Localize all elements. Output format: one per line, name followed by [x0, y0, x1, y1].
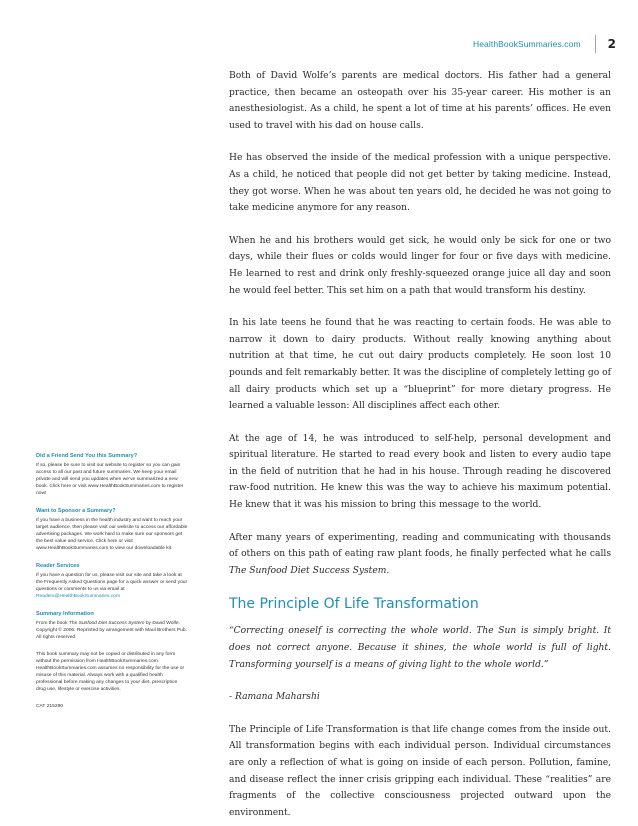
- sidebar-heading-summary-info: Summary Information: [36, 611, 94, 617]
- sidebar-body-sponsor: If you have a business in the health industry and want to reach your target audience, then please visit our website to access our affordable advertising packages. We work hard to make sure our sponsors get the best value and service. Click here or visit www.HealthBookSummaries.com to view our downloadable kit.: [36, 518, 188, 551]
- paragraph-observation: He has observed the inside of the medical profession with a unique perspective. As a child, he noticed that people did not get better by taking medicine. Instead, they got worse. When he was about ten years old, he decided he was not going to take medicine anymore for any reason.: [229, 153, 611, 214]
- reader-services-email-link[interactable]: Readers@HealthBookSummaries.com: [36, 594, 121, 599]
- page-number: 2: [607, 37, 616, 51]
- catalog-number: CAT 215290: [36, 704, 64, 709]
- paragraph-perfected: [229, 530, 611, 580]
- sidebar-heading-sponsor: Want to Sponsor a Summary?: [36, 508, 116, 514]
- paragraph-sickness: When he and his brothers would get sick, he would only be sick for one or two days, while their flues or colds would linger for four or five days with medicine. He learned to rest and drink only freshly-squeezed orange juice all day and soon he would feel better. This set him on a path that would transform his destiny.: [229, 235, 611, 296]
- sidebar-body-friend: If so, please be sure to visit our website to register so you can gain access to all our past and future summaries. We keep your email private and will send you updates when we’ve summarized a new book. Click here or visit www.HealthBookSummaries.com to register now!: [36, 463, 184, 496]
- summary-info-book: The Sunfood Diet Success System: [68, 621, 145, 626]
- summary-info-from: From the book: [36, 621, 69, 626]
- sidebar-body-disclaimer: This book summary may not be copied or distributed in any form without the permission from HealthBookSummaries.com. HealthBookSummaries.com assumes no responsibility for the use or misuse of this material. Always work with a qualified health professional before making any changes to your diet, prescription drug use, lifestyle or exercise activities.: [36, 652, 185, 692]
- sidebar-body-reader-services: [36, 572, 188, 600]
- sidebar-body-summary-info: [36, 620, 188, 641]
- section-heading: The Principle Of Life Transformation: [229, 596, 479, 613]
- quote-attribution: - Ramana Maharshi: [229, 692, 320, 703]
- header-divider: [595, 35, 596, 53]
- sidebar-heading-reader-services: Reader Services: [36, 563, 80, 569]
- paragraph-dairy: In his late teens he found that he was reacting to certain foods. He was able to narrow it down to dairy products. Without really knowing anything about nutrition at that time, he cut out dairy products completely. He soon lost 10 pounds and felt remarkably better. It was the discipline of completely letting go of all dairy products which set up a “blueprint” for more dietary progress. He learned a valuable lesson: All disciplines affect each other.: [229, 318, 611, 412]
- main-content: [229, 68, 611, 821]
- summary-info-rest: by David Wolfe. Copyright © 2006. Reprinted by arrangement with Maul Brothers Pub. All rights reserved.: [36, 621, 187, 640]
- paragraph-self-help: At the age of 14, he was introduced to self-help, personal development and spiritual literature. He started to read every book and listen to every audio tape in the field of nutrition that he had in his house. Through reading he discovered raw-food nutrition. He knew this was the way to achieve his maximum potential. He knew that it was his mission to bring this message to the world.: [229, 433, 611, 511]
- site-url[interactable]: HealthBookSummaries.com: [472, 39, 581, 49]
- page-header: [473, 36, 616, 52]
- sidebar: [36, 452, 188, 710]
- paragraph-perfected-text: After many years of experimenting, reading and communicating with thousands of others on this path of eating raw plant foods, he finally perfected what he calls: [229, 532, 611, 560]
- paragraph-parents: Both of David Wolfe’s parents are medical doctors. His father had a general practice, then became an osteopath over his 35-year career. His mother is an anesthesiologist. As a child, he spent a lot of time at his parents’ offices. He even used to travel with his dad on house calls.: [229, 71, 611, 131]
- reader-services-text: If you have a question for us, please visit our site and take a look at the Frequently Asked Questions page for a quick answer or send your questions or comments to us via email at: [36, 573, 188, 592]
- sidebar-heading-friend: Did a Friend Send You this Summary?: [36, 453, 138, 459]
- paragraph-principle: The Principle of Life Transformation is that life change comes from the inside out. All transformation begins with each individual person. Individual circumstances are only a reflection of what is going on inside of each person. Pollution, famine, and disease reflect the inner crisis gripping each individual. These “realities” are fragments of the collective consciousness projected outward upon the environment.: [229, 724, 611, 818]
- quote: “Correcting oneself is correcting the whole world. The Sun is simply bright. It does not correct anyone. Because it shines, the whole world is full of light. Transforming yourself is a means of giving light to the whole world.”: [229, 626, 611, 670]
- book-title: The Sunfood Diet Success System: [229, 565, 387, 576]
- paragraph-perfected-end: .: [386, 565, 390, 576]
